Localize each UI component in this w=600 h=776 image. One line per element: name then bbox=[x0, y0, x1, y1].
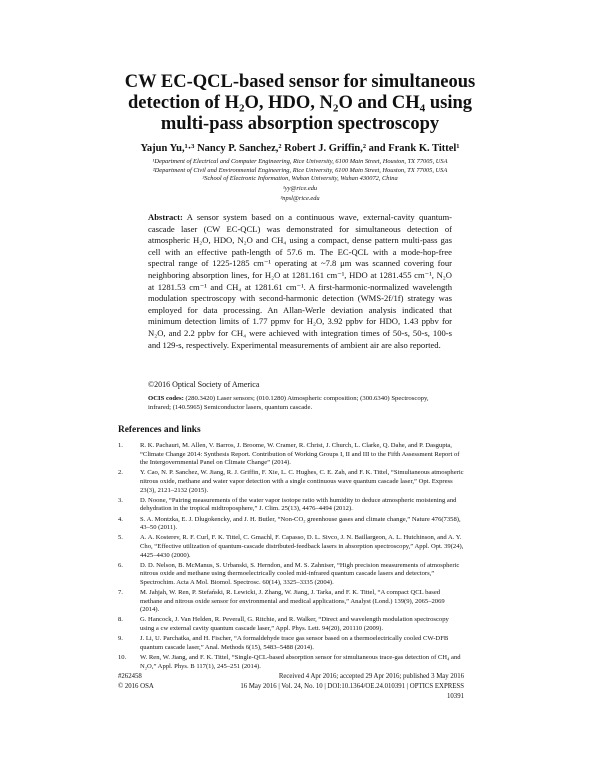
footer-left bbox=[118, 672, 154, 692]
reference-list bbox=[118, 442, 464, 673]
reference-text: S. A. Montzka, E. J. Dlugokencky, and J. H. Butler, “Non-CO₂ greenhouse gases and climate change,” Nature 476(7358), 43–50 (2011). bbox=[140, 515, 461, 532]
reference-number: 10. bbox=[118, 654, 127, 661]
reference-item bbox=[118, 589, 464, 615]
reference-text: D. Noone, “Pairing measurements of the water vapor isotope ratio with humidity to deduce atmospheric moistening and dehydration in the tropical midtroposphere,” J. Clim. 25(13), 4476–4494 (2012). bbox=[140, 496, 457, 513]
reference-item bbox=[118, 654, 464, 671]
reference-item bbox=[118, 516, 464, 533]
copyright-notice: ©2016 Optical Society of America bbox=[148, 380, 260, 389]
reference-number: 3. bbox=[118, 496, 123, 504]
reference-text: M. Jahjah, W. Ren, P. Stefański, R. Lewicki, J. Zhang, W. Jiang, J. Tarka, and F. K. Tittel, “A compact QCL based methane and nitrous oxide sensor for environmental and medical applications,” Analyst (Lond.) 139(9), 2065–2069 (2014). bbox=[140, 589, 445, 614]
reference-text: G. Hancock, J. Van Helden, R. Peverall, G. Ritchie, and R. Walker, “Direct and wavelength modulation spectroscopy using a cw external cavity quantum cascade laser,” Appl. Phys. Lett. 94(20), 201110 (2009). bbox=[140, 616, 449, 633]
author-list: Yajun Yu,¹·³ Nancy P. Sanchez,² Robert J. Griffin,² and Frank K. Tittel¹ bbox=[140, 143, 460, 154]
ocis-codes bbox=[148, 394, 452, 412]
reference-item bbox=[118, 469, 464, 495]
title-line: detection of H₂O, HDO, N₂O and CH₄ using bbox=[127, 93, 472, 113]
ocis-label: OCIS codes: bbox=[148, 395, 184, 402]
reference-text: Y. Cao, N. P. Sanchez, W. Jiang, R. J. Griffin, F. Xie, L. C. Hughes, C. E. Zah, and F. K. Tittel, “Simultaneous atmospheric nitrous oxide, methane and water vapor detection with a single continuous wave quantum cascade laser,” Opt. Express 23(3), 2121–2132 (2015). bbox=[140, 469, 464, 494]
author-email: ¹yy@rice.edu bbox=[282, 185, 318, 192]
ocis-text: (280.3420) Laser sensors; (010.1280) Atmospheric composition; (300.6340) Spectroscopy, infrared; (140.5965) Semiconductor lasers, quantum cascade. bbox=[148, 395, 429, 411]
footer-journal: 16 May 2016 | Vol. 24, No. 10 | DOI:10.1364/OE.24.010391 | OPTICS EXPRESS 10391 bbox=[240, 683, 464, 700]
abstract-label: Abstract: bbox=[148, 212, 183, 222]
footer-article-id: #262458 bbox=[118, 673, 142, 680]
reference-item bbox=[118, 534, 464, 560]
footer-right bbox=[240, 672, 464, 702]
reference-text: A. A. Kosterev, R. F. Curl, F. K. Tittel, C. Gmachl, F. Capasso, D. L. Sivco, J. N. Baillargeon, A. L. Hutchinson, and A. Y. Cho, “Effective utilization of quantum-cascade distributed-feedback lasers in absorption spectroscopy,” Appl. Opt. 39(24), 4425–4430 (2000). bbox=[140, 534, 464, 559]
reference-text: R. K. Pachauri, M. Allen, V. Barros, J. Broome, W. Cramer, R. Christ, J. Church, L. Clarke, Q. Dahe, and P. Dasgupta, “Climate Change 2014: Synthesis Report. Contribution of Working Groups I, II and III to the Fifth Assessment Report of the Intergovernmental Panel on Climate Change” (2014). bbox=[140, 442, 460, 467]
reference-item bbox=[118, 442, 464, 468]
author-email: ³npsl@rice.edu bbox=[280, 195, 320, 202]
reference-item bbox=[118, 616, 464, 633]
reference-number: 1. bbox=[118, 442, 123, 449]
reference-number: 8. bbox=[118, 616, 123, 624]
abstract-text: A sensor system based on a continuous wave, external-cavity quantum-cascade laser (CW EC-QCL) was demonstrated for simultaneous detection of atmospheric H₂O, HDO, N₂O and CH₄ using a compact, dense pattern multi-pass gas cell with an effective path-length of 57.6 m. The EC-QCL with a mode-hop-free spectral range of 1225-1285 cm⁻¹ operating at ~7.8 μm was scanned covering four neighboring absorption lines, for H₂O at 1281.161 cm⁻¹, HDO at 1281.455 cm⁻¹, N₂O at 1281.53 cm⁻¹ and CH₄ at 1281.61 cm⁻¹. A first-harmonic-normalized wavelength modulation spectroscopy with second-harmonic detection (WMS-2f/1f) strategy was employed for data processing. An Allan-Werle deviation analysis indicated that minimum detection limits of 1.77 ppmv for H₂O, 3.92 ppbv for HDO, 1.43 ppbv for N₂O, and 2.2 ppbv for CH₄ were achieved with integration times of 50-s, 50-s, 100-s and 129-s, respectively. Experimental measurements of ambient air are also reported. bbox=[148, 212, 452, 350]
reference-number: 4. bbox=[118, 515, 123, 523]
reference-text: D. D. Nelson, B. McManus, S. Urbanski, S. Herndon, and M. S. Zahniser, “High precision measurements of atmospheric nitrous oxide and methane using thermoelectrically cooled mid-infrared quantum cascade lasers and detectors,” Spectrochim. Acta A Mol. Biomol. Spectrosc. 60(14), 3325–3335 (2004). bbox=[140, 561, 460, 586]
reference-item bbox=[118, 497, 464, 514]
footer-received: Received 4 Apr 2016; accepted 29 Apr 2016; published 3 May 2016 bbox=[278, 673, 464, 680]
affiliation: ³School of Electronic Information, Wuhan University, Wuhan 430072, China bbox=[202, 175, 398, 183]
reference-number: 7. bbox=[118, 589, 123, 597]
footer-osa: © 2016 OSA bbox=[118, 683, 154, 690]
reference-text: J. Li, U. Parchatka, and H. Fischer, “A formaldehyde trace gas sensor based on a thermoelectrically cooled CW-DFB quantum cascade laser,” Anal. Methods 6(15), 5483–5488 (2014). bbox=[140, 635, 449, 651]
affiliation: ²Department of Civil and Environmental Engineering, Rice University, 6100 Main Street, Houston, TX 77005, USA bbox=[152, 166, 448, 174]
affiliation: ¹Department of Electrical and Computer Engineering, Rice University, 6100 Main Street, Houston, TX 77005, USA bbox=[152, 158, 448, 165]
paper-title bbox=[70, 72, 530, 135]
abstract bbox=[148, 212, 452, 351]
reference-number: 9. bbox=[118, 635, 123, 643]
title-line: CW EC-QCL-based sensor for simultaneous bbox=[124, 72, 476, 92]
reference-text: W. Ren, W. Jiang, and F. K. Tittel, “Single-QCL-based absorption sensor for simultaneous trace-gas detection of CH₄ and N₂O,” Appl. Phys. B 117(1), 245–251 (2014). bbox=[140, 654, 461, 670]
reference-item bbox=[118, 562, 464, 588]
reference-item bbox=[118, 635, 464, 652]
reference-number: 6. bbox=[118, 561, 123, 569]
reference-number: 5. bbox=[118, 534, 123, 542]
reference-number: 2. bbox=[118, 469, 123, 477]
references-heading: References and links bbox=[118, 425, 201, 435]
title-line: multi-pass absorption spectroscopy bbox=[160, 114, 440, 134]
